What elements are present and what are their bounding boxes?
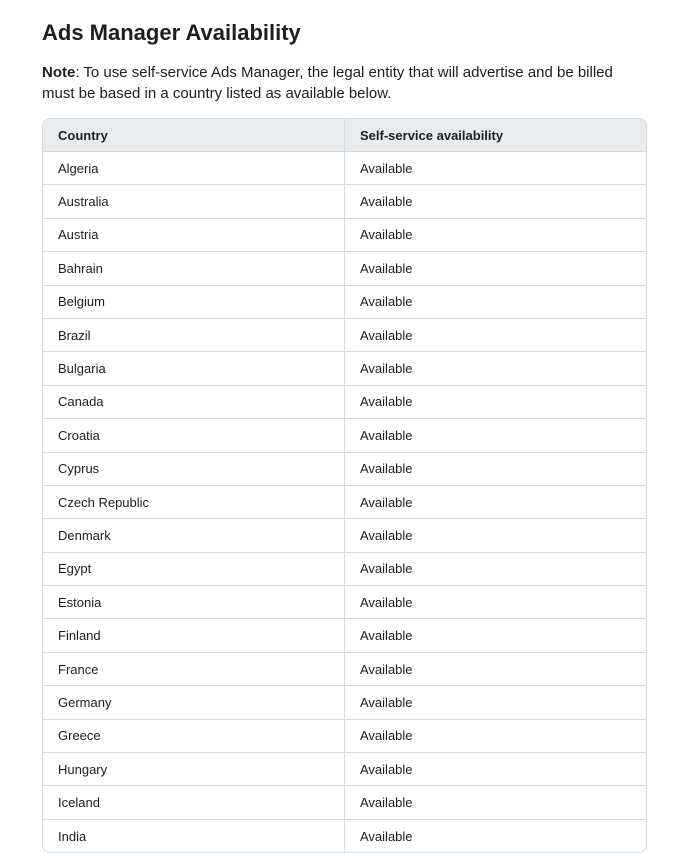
table-row [43, 586, 646, 619]
country-cell: Greece [43, 719, 345, 752]
country-cell: Australia [43, 185, 345, 218]
availability-cell: Available [345, 452, 647, 485]
availability-cell: Available [345, 819, 647, 852]
availability-cell: Available [345, 419, 647, 452]
availability-cell: Available [345, 652, 647, 685]
country-cell: Croatia [43, 419, 345, 452]
table-row [43, 552, 646, 585]
availability-cell: Available [345, 252, 647, 285]
table-row [43, 185, 646, 218]
table-body [43, 152, 646, 853]
table-row [43, 152, 646, 185]
table-row [43, 619, 646, 652]
table-row [43, 819, 646, 852]
availability-cell: Available [345, 285, 647, 318]
availability-cell: Available [345, 185, 647, 218]
country-cell: Estonia [43, 586, 345, 619]
table-row [43, 519, 646, 552]
table-row [43, 485, 646, 518]
column-header-country: Country [43, 119, 345, 152]
country-cell: France [43, 652, 345, 685]
table-header [43, 119, 646, 152]
availability-cell: Available [345, 753, 647, 786]
availability-cell: Available [345, 385, 647, 418]
availability-cell: Available [345, 719, 647, 752]
column-header-availability: Self-service availability [345, 119, 647, 152]
page-content [42, 0, 647, 853]
table-header-row [43, 119, 646, 152]
availability-cell: Available [345, 218, 647, 251]
table-row [43, 786, 646, 819]
country-cell: Algeria [43, 152, 345, 185]
availability-cell: Available [345, 586, 647, 619]
country-cell: Egypt [43, 552, 345, 585]
note-text: : To use self-service Ads Manager, the legal entity that will advertise and be billed must be based in a country listed as available below. [42, 64, 613, 102]
availability-cell: Available [345, 519, 647, 552]
table-row [43, 318, 646, 351]
table-row [43, 719, 646, 752]
table-row [43, 452, 646, 485]
availability-cell: Available [345, 152, 647, 185]
table-row [43, 385, 646, 418]
availability-cell: Available [345, 686, 647, 719]
availability-cell: Available [345, 552, 647, 585]
table-row [43, 218, 646, 251]
availability-cell: Available [345, 619, 647, 652]
country-cell: Hungary [43, 753, 345, 786]
availability-cell: Available [345, 786, 647, 819]
country-cell: India [43, 819, 345, 852]
country-cell: Belgium [43, 285, 345, 318]
availability-cell: Available [345, 352, 647, 385]
country-cell: Czech Republic [43, 485, 345, 518]
country-cell: Finland [43, 619, 345, 652]
availability-table [43, 119, 646, 852]
table-row [43, 352, 646, 385]
table-row [43, 285, 646, 318]
country-cell: Iceland [43, 786, 345, 819]
country-cell: Austria [43, 218, 345, 251]
availability-cell: Available [345, 318, 647, 351]
country-cell: Germany [43, 686, 345, 719]
table-row [43, 419, 646, 452]
country-cell: Bahrain [43, 252, 345, 285]
table-row [43, 652, 646, 685]
availability-table-container [42, 118, 647, 853]
note-label: Note [42, 64, 76, 81]
country-cell: Bulgaria [43, 352, 345, 385]
table-row [43, 252, 646, 285]
availability-note [42, 62, 647, 104]
table-row [43, 753, 646, 786]
country-cell: Canada [43, 385, 345, 418]
availability-cell: Available [345, 485, 647, 518]
page-title: Ads Manager Availability [42, 20, 301, 45]
table-row [43, 686, 646, 719]
country-cell: Brazil [43, 318, 345, 351]
country-cell: Cyprus [43, 452, 345, 485]
country-cell: Denmark [43, 519, 345, 552]
